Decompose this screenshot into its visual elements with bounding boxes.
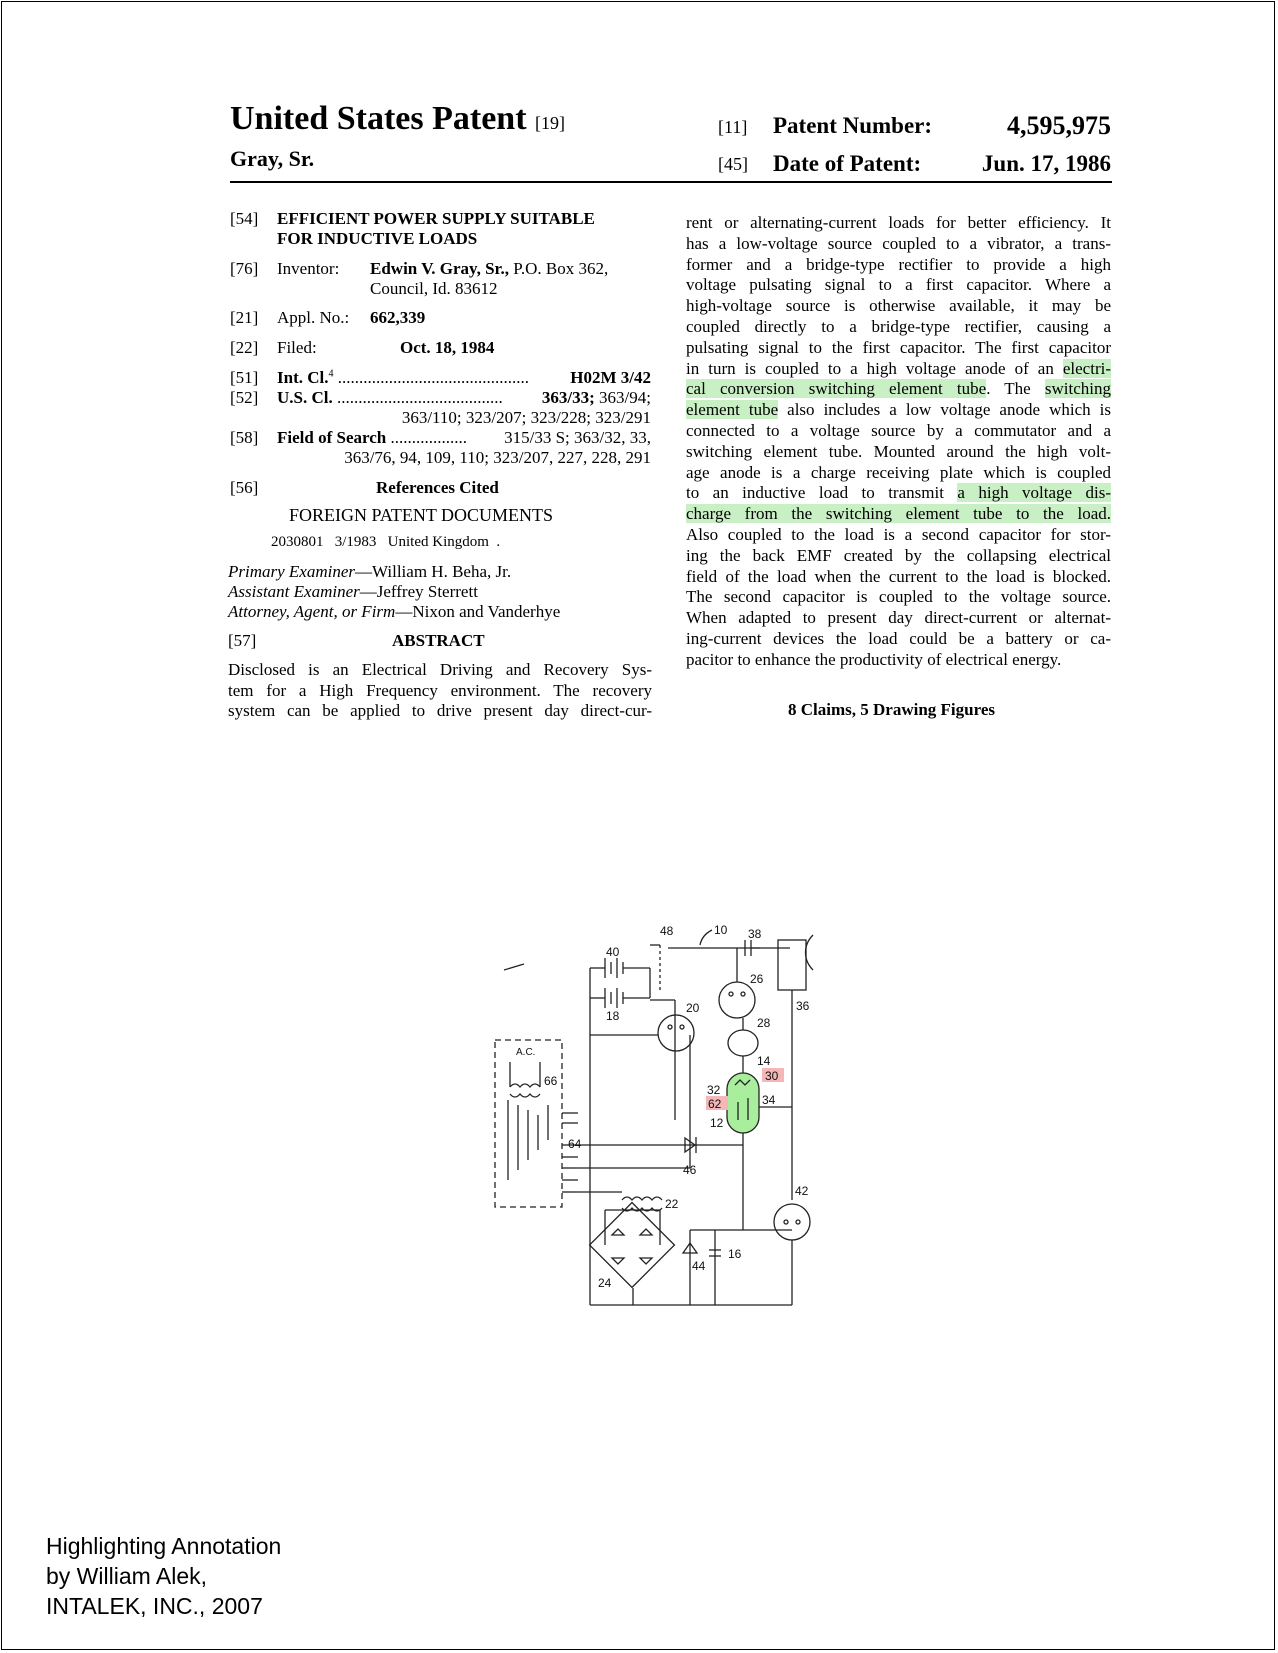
- label-64: 64: [568, 1137, 582, 1151]
- code-22: [22]: [230, 338, 259, 357]
- us-cl-primary: 363/33;: [541, 388, 595, 407]
- foreign-reference: 2030801 3/1983 United Kingdom .: [271, 534, 501, 550]
- us-cl-label: U.S. Cl.: [277, 388, 333, 407]
- foreign-patent-heading: FOREIGN PATENT DOCUMENTS: [289, 505, 554, 525]
- us-cl-secondary: 363/94;: [594, 388, 651, 407]
- us-cl-line2: 363/110; 323/207; 323/228; 323/291: [401, 408, 651, 427]
- label-66: 66: [544, 1074, 558, 1088]
- label-18: 18: [606, 1009, 620, 1023]
- int-cl-label: Int. Cl.: [277, 368, 329, 387]
- inventor-label: Inventor:: [277, 259, 340, 278]
- abstract-line: ing-current devices the load could be a battery or ca-: [686, 628, 1111, 648]
- device-42: [774, 1204, 810, 1240]
- annotation-line2: by William Alek,: [46, 1563, 208, 1589]
- label-16: 16: [728, 1247, 742, 1261]
- claims-summary: 8 Claims, 5 Drawing Figures: [788, 700, 995, 719]
- abstract-text: also includes a low voltage anode which is: [778, 400, 1111, 420]
- abstract-line: The second capacitor is coupled to the voltage source.: [686, 587, 1111, 607]
- abstract-right-column: [686, 213, 1111, 671]
- attorney-name: —Nixon and Vanderhye: [395, 602, 561, 621]
- patent-number-code: [11]: [718, 117, 748, 137]
- switching-element-tube-14: [727, 1073, 759, 1133]
- highlighted-text: a high voltage dis-: [957, 483, 1111, 503]
- abstract-text: to an inductive load to transmit: [686, 483, 958, 503]
- field-search-line1: 315/33 S; 363/32, 33,: [504, 428, 651, 447]
- code-58: [58]: [230, 428, 259, 447]
- label-12: 12: [710, 1116, 724, 1130]
- us-cl-line: [277, 388, 503, 408]
- inventor-details: [370, 259, 608, 279]
- label-42: 42: [795, 1184, 809, 1198]
- highlighted-text: charge from the switching element tube to the load.: [686, 504, 1111, 524]
- abstract-line: has a low-voltage source coupled to a vibrator, a trans-: [686, 233, 1111, 253]
- abstract-line: ing the back EMF created by the collapsing electrical: [686, 545, 1111, 565]
- abstract-line: [686, 483, 1111, 504]
- abstract-text: . The: [986, 379, 1045, 399]
- us-cl-value: [542, 388, 651, 408]
- filed-date: Oct. 18, 1984: [400, 338, 495, 357]
- circuit-diagram: [490, 915, 830, 1315]
- invention-title-line2: FOR INDUCTIVE LOADS: [277, 229, 478, 248]
- abstract-line: age anode is a charge receiving plate which is coupled: [686, 462, 1111, 482]
- int-cl-sup: 4: [328, 368, 334, 380]
- abstract-line: When adapted to present day direct-current or alternat-: [686, 608, 1111, 628]
- abstract-line: [686, 400, 1111, 421]
- highlighted-text: electri-: [1062, 358, 1111, 378]
- abstract-line: rent or alternating-current loads for better efficiency. It: [686, 213, 1111, 232]
- label-40: 40: [606, 945, 620, 959]
- abstract-left-line: tem for a High Frequency environment. The recovery: [228, 680, 652, 700]
- annotation-line3: INTALEK, INC., 2007: [46, 1593, 263, 1619]
- invention-title-line1: EFFICIENT POWER SUPPLY SUITABLE: [277, 209, 595, 228]
- abstract-line: field of the load when the current to the load is blocked.: [686, 566, 1111, 586]
- abstract-line: coupled directly to a bridge-type rectifier, causing a: [686, 316, 1111, 336]
- references-heading: References Cited: [376, 478, 499, 497]
- attorney-label: Attorney, Agent, or Firm: [228, 602, 396, 621]
- abstract-line: [686, 379, 1111, 400]
- code-76: [76]: [230, 259, 259, 278]
- assistant-examiner-label: Assistant Examiner: [228, 582, 360, 601]
- abstract-heading: ABSTRACT: [392, 631, 485, 650]
- attorney: [228, 602, 560, 622]
- code-56: [56]: [230, 478, 259, 497]
- abstract-text: in turn is coupled to a high voltage anode of an: [686, 358, 1063, 378]
- inventor-address-line2: Council, Id. 83612: [370, 279, 498, 298]
- patent-number: 4,595,975: [1007, 111, 1111, 140]
- label-ac: A.C.: [516, 1047, 536, 1058]
- int-cl-dots: .............................................: [333, 368, 529, 387]
- abstract-left-line: system can be applied to drive present day direct-cur-: [228, 701, 652, 720]
- label-24: 24: [598, 1276, 612, 1290]
- patent-number-label: Patent Number:: [773, 113, 933, 138]
- annotation-line1: Highlighting Annotation: [46, 1533, 282, 1559]
- field-search-dots: ..................: [386, 428, 467, 447]
- abstract-line: connected to a voltage source by a commutator and a: [686, 420, 1111, 440]
- int-cl-value: H02M 3/42: [570, 368, 651, 387]
- abstract-line: switching element tube. Mounted around the high volt-: [686, 441, 1111, 461]
- code-51: [51]: [230, 368, 259, 387]
- abstract-left-line: Disclosed is an Electrical Driving and Recovery Sys-: [228, 660, 652, 679]
- label-34: 34: [762, 1093, 776, 1107]
- field-search-line: [277, 428, 467, 448]
- inventor-short-name: Gray, Sr.: [230, 146, 315, 171]
- label-46: 46: [683, 1163, 697, 1177]
- inventor-address-line1: P.O. Box 362,: [509, 259, 609, 278]
- code-57: [57]: [228, 631, 257, 650]
- abstract-line: [686, 504, 1111, 525]
- label-44: 44: [692, 1259, 706, 1273]
- label-62: 62: [708, 1097, 722, 1111]
- assistant-examiner: [228, 582, 478, 602]
- label-38: 38: [748, 927, 762, 941]
- label-32: 32: [707, 1083, 721, 1097]
- appl-no: 662,339: [370, 308, 426, 327]
- abstract-line: former and a bridge-type rectifier to provide a high: [686, 254, 1111, 274]
- us-cl-dots: .......................................: [332, 388, 503, 407]
- label-20: 20: [686, 1001, 700, 1015]
- appl-no-label: Appl. No.:: [277, 308, 350, 327]
- filed-label: Filed:: [277, 338, 317, 357]
- primary-examiner-label: Primary Examiner: [228, 562, 356, 581]
- label-28: 28: [757, 1016, 771, 1030]
- abstract-line: Also coupled to the load is a second capacitor for stor-: [686, 524, 1111, 544]
- highlighted-text: switching: [1044, 379, 1111, 399]
- code-21: [21]: [230, 308, 259, 327]
- label-14: 14: [757, 1054, 771, 1068]
- tube-26: [719, 982, 755, 1018]
- title-code: [19]: [535, 113, 566, 133]
- field-search-label: Field of Search: [277, 428, 387, 447]
- field-search-line2: 363/76, 94, 109, 110; 323/207, 227, 228, 291: [344, 448, 651, 467]
- tube-20: [658, 1015, 694, 1051]
- int-cl-line: [277, 368, 529, 388]
- abstract-line: pulsating signal to the first capacitor. The first capacitor: [686, 337, 1111, 357]
- code-52: [52]: [230, 388, 259, 407]
- abstract-left-column: [228, 660, 652, 722]
- primary-examiner: [228, 562, 511, 582]
- patent-title: United States Patent [19]: [230, 100, 566, 137]
- abstract-line: voltage pulsating signal to a first capacitor. Where a: [686, 275, 1111, 295]
- primary-examiner-name: —William H. Beha, Jr.: [355, 562, 512, 581]
- code-54: [54]: [230, 209, 259, 228]
- assistant-examiner-name: —Jeffrey Sterrett: [359, 582, 478, 601]
- date-code: [45]: [718, 154, 748, 174]
- tube-28: [728, 1030, 758, 1056]
- date-of-patent: Jun. 17, 1986: [981, 151, 1111, 176]
- abstract-line: pacitor to enhance the productivity of electrical energy.: [686, 649, 1062, 669]
- highlighted-text: cal conversion switching element tube: [686, 379, 987, 399]
- highlighted-text: element tube: [686, 400, 779, 420]
- header-rule: [230, 181, 1112, 183]
- label-36: 36: [796, 999, 810, 1013]
- date-label: Date of Patent:: [773, 151, 922, 176]
- label-30: 30: [765, 1069, 779, 1083]
- abstract-line: high-voltage source is otherwise available, it may be: [686, 296, 1111, 316]
- label-10: 10: [714, 923, 728, 937]
- inventor-name: Edwin V. Gray, Sr.,: [370, 259, 510, 278]
- abstract-line: [686, 359, 1111, 380]
- label-26: 26: [750, 972, 764, 986]
- label-22: 22: [665, 1197, 679, 1211]
- label-48: 48: [660, 924, 674, 938]
